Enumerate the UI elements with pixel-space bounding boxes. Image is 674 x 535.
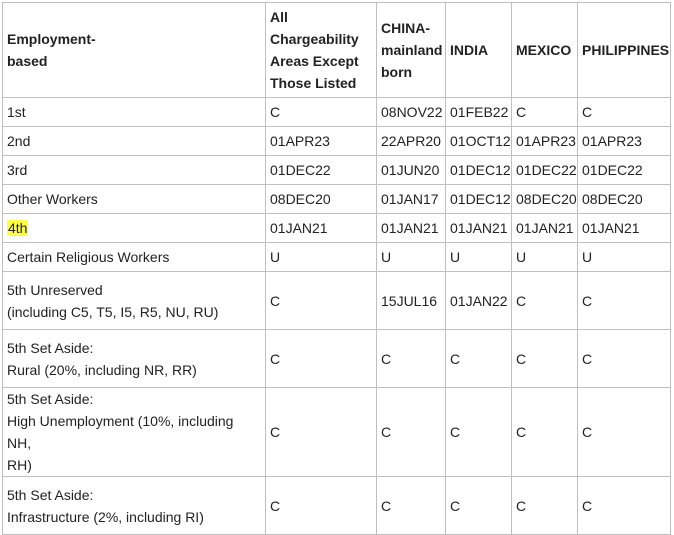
table-row-5th-set-aside-rural (3, 330, 671, 388)
cell-philippines: 01APR23 (578, 127, 671, 156)
cell-india: U (446, 243, 512, 272)
cell-philippines: C (578, 388, 671, 477)
highlighted-category-label: 4th (8, 220, 28, 236)
cell-mexico: 01JAN21 (512, 214, 578, 243)
cell-all: 01DEC22 (266, 156, 377, 185)
cell-mexico: 08DEC20 (512, 185, 578, 214)
cell-india: 01FEB22 (446, 98, 512, 127)
table-row-5th-set-aside-infrastructure (3, 477, 671, 535)
cell-mexico: C (512, 272, 578, 330)
cell-all: C (266, 477, 377, 535)
cell-all: C (266, 330, 377, 388)
cell-all: 08DEC20 (266, 185, 377, 214)
table-row-4th (3, 214, 671, 243)
row-category: 2nd (3, 127, 266, 156)
cell-mexico: C (512, 330, 578, 388)
header-mexico: MEXICO (512, 3, 578, 98)
header-philippines: PHILIPPINES (578, 3, 671, 98)
cell-all: 01APR23 (266, 127, 377, 156)
header-all-chargeability: All Chargeability Areas Except Those Listed (266, 3, 377, 98)
table-row-5th-unreserved (3, 272, 671, 330)
cell-china: C (377, 388, 446, 477)
header-india: INDIA (446, 3, 512, 98)
cell-india: 01JAN22 (446, 272, 512, 330)
cell-china: 01JUN20 (377, 156, 446, 185)
visa-bulletin-table-container (2, 2, 670, 535)
cell-philippines: 01DEC22 (578, 156, 671, 185)
cell-philippines: C (578, 98, 671, 127)
row-category: 5th Set Aside: Infrastructure (2%, including RI) (3, 477, 266, 535)
cell-china: 01JAN17 (377, 185, 446, 214)
cell-all: 01JAN21 (266, 214, 377, 243)
table-header-row (3, 3, 671, 98)
cell-india: C (446, 388, 512, 477)
cell-india: 01DEC12 (446, 156, 512, 185)
cell-india: 01JAN21 (446, 214, 512, 243)
cell-china: 15JUL16 (377, 272, 446, 330)
cell-philippines: C (578, 477, 671, 535)
cell-china: C (377, 330, 446, 388)
cell-india: C (446, 477, 512, 535)
cell-china: 22APR20 (377, 127, 446, 156)
table-row-other-workers (3, 185, 671, 214)
row-category: Other Workers (3, 185, 266, 214)
table-row-2nd (3, 127, 671, 156)
cell-china: C (377, 477, 446, 535)
cell-china: 01JAN21 (377, 214, 446, 243)
header-employment-based: Employment- based (3, 3, 266, 98)
row-category: 5th Set Aside: High Unemployment (10%, including NH, RH) (3, 388, 266, 477)
cell-all: C (266, 272, 377, 330)
row-category: 3rd (3, 156, 266, 185)
cell-philippines: 08DEC20 (578, 185, 671, 214)
header-china: CHINA- mainland born (377, 3, 446, 98)
cell-mexico: C (512, 388, 578, 477)
cell-india: C (446, 330, 512, 388)
table-row-5th-set-aside-high-unemployment (3, 388, 671, 477)
row-category: 5th Set Aside: Rural (20%, including NR, RR) (3, 330, 266, 388)
cell-mexico: 01DEC22 (512, 156, 578, 185)
employment-based-final-action-dates-table (2, 2, 671, 535)
row-category (3, 214, 266, 243)
cell-all: C (266, 98, 377, 127)
cell-mexico: C (512, 98, 578, 127)
row-category: 1st (3, 98, 266, 127)
table-row-3rd (3, 156, 671, 185)
row-category: 5th Unreserved (including C5, T5, I5, R5, NU, RU) (3, 272, 266, 330)
cell-philippines: U (578, 243, 671, 272)
table-row-1st (3, 98, 671, 127)
cell-china: U (377, 243, 446, 272)
cell-china: 08NOV22 (377, 98, 446, 127)
cell-philippines: C (578, 272, 671, 330)
row-category: Certain Religious Workers (3, 243, 266, 272)
cell-philippines: C (578, 330, 671, 388)
cell-mexico: U (512, 243, 578, 272)
cell-mexico: 01APR23 (512, 127, 578, 156)
cell-india: 01OCT12 (446, 127, 512, 156)
table-row-certain-religious-workers (3, 243, 671, 272)
cell-philippines: 01JAN21 (578, 214, 671, 243)
cell-all: C (266, 388, 377, 477)
cell-india: 01DEC12 (446, 185, 512, 214)
cell-all: U (266, 243, 377, 272)
cell-mexico: C (512, 477, 578, 535)
